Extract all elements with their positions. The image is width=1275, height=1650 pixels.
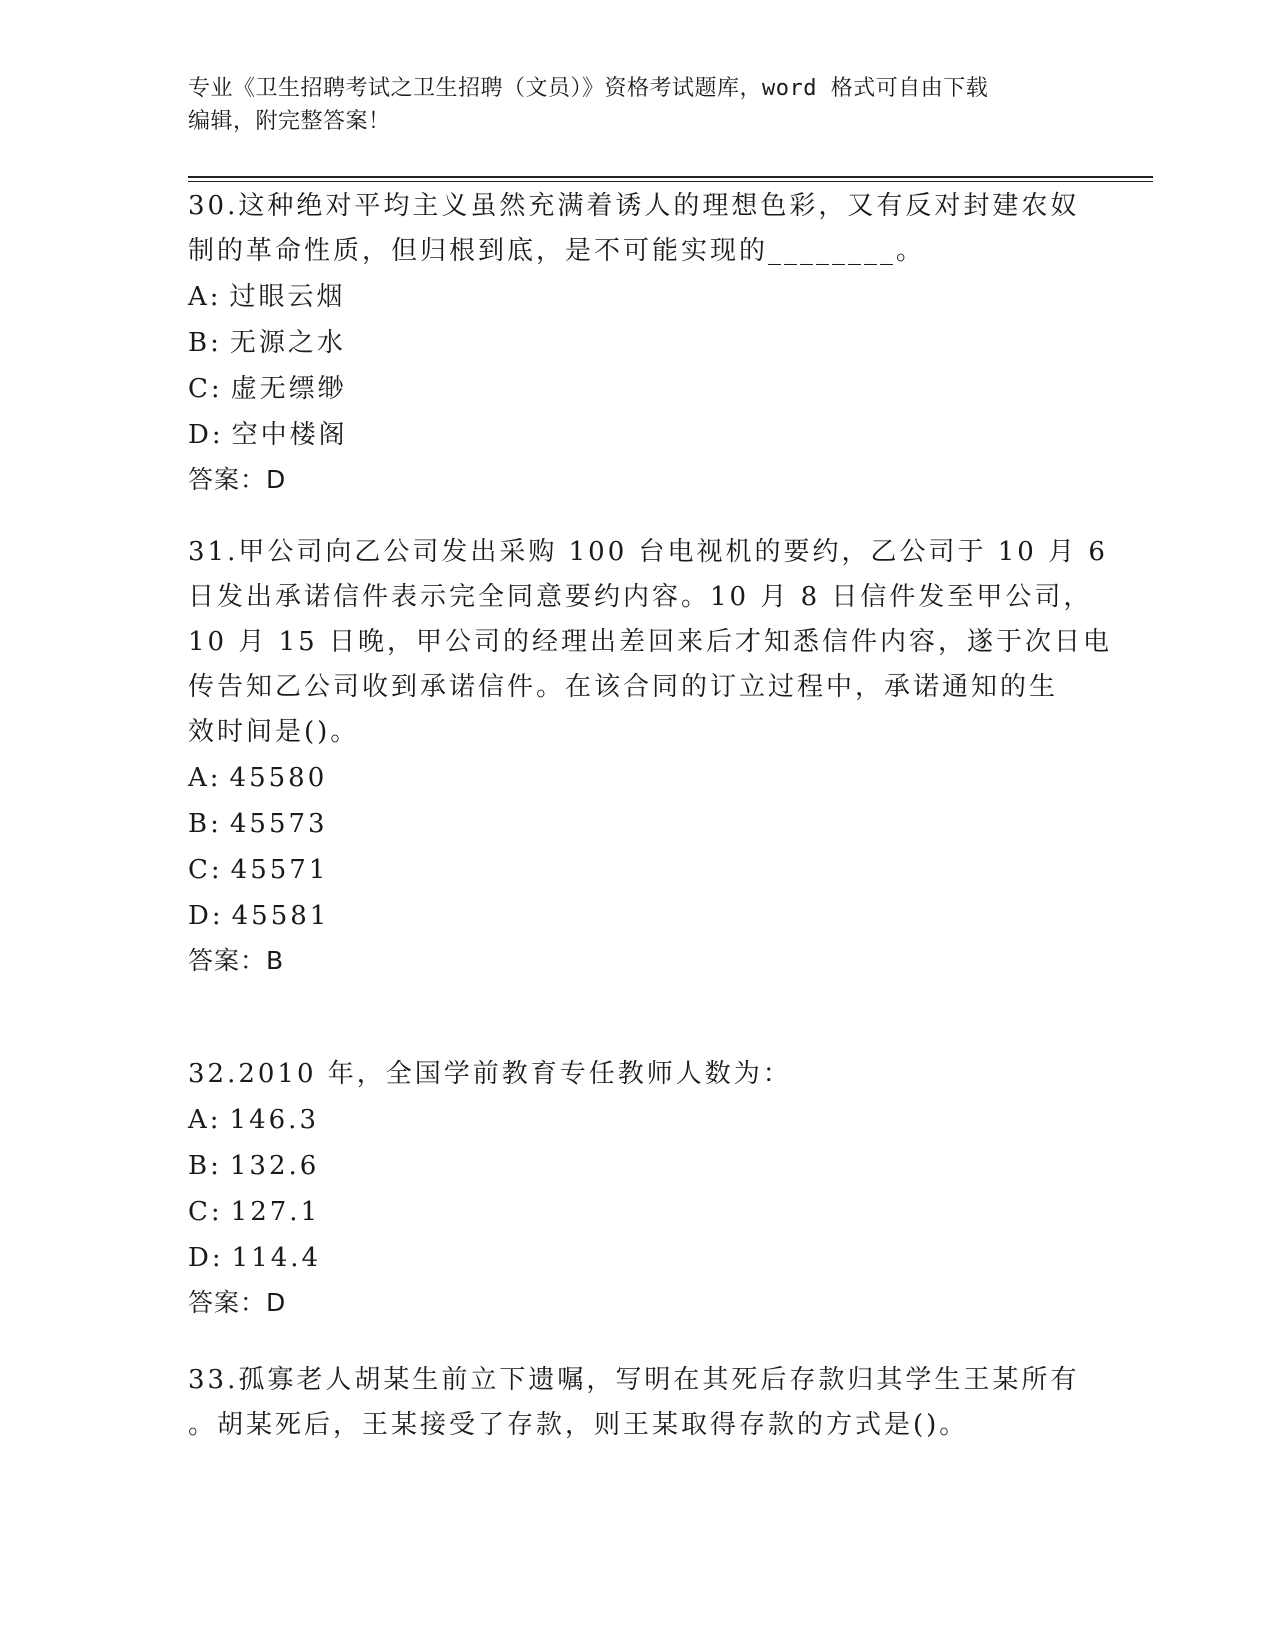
header-line-1: 专业《卫生招聘考试之卫生招聘（文员）》资格考试题库，word 格式可自由下载 <box>188 76 989 101</box>
header-divider-thick <box>188 176 1153 178</box>
option-text: 146.3 <box>229 1105 319 1135</box>
option-letter: D <box>188 1243 212 1273</box>
option-separator: : <box>211 1243 224 1273</box>
option-c <box>188 1189 1088 1235</box>
question-line: 传告知乙公司收到承诺信件。在该合同的订立过程中，承诺通知的生 <box>188 672 1059 702</box>
question-line: 。胡某死后，王某接受了存款，则王某取得存款的方式是()。 <box>188 1410 969 1440</box>
option-letter: D <box>188 901 212 931</box>
question-line: 效时间是()。 <box>188 717 360 747</box>
option-d <box>188 412 1088 458</box>
option-letter: A <box>188 282 210 312</box>
option-d <box>188 893 1088 939</box>
question-text <box>188 530 1112 755</box>
option-letter: B <box>188 328 211 358</box>
option-separator: : <box>210 855 223 885</box>
option-c <box>188 847 1088 893</box>
option-separator: : <box>209 282 222 312</box>
header-divider-thin <box>188 181 1153 182</box>
option-text: 45571 <box>230 855 329 885</box>
question-30 <box>188 184 1088 502</box>
option-letter: B <box>188 809 211 839</box>
option-b <box>188 1143 1088 1189</box>
option-separator: : <box>210 374 223 404</box>
option-separator: : <box>210 328 222 358</box>
option-b <box>188 801 1088 847</box>
option-text: 过眼云烟 <box>229 282 346 312</box>
question-line: 32.2010 年，全国学前教育专任教师人数为： <box>188 1059 792 1089</box>
option-text: 45573 <box>229 809 328 839</box>
question-line: 10 月 15 日晚，甲公司的经理出差回来后才知悉信件内容，遂于次日电 <box>188 627 1112 657</box>
option-b <box>188 320 1088 366</box>
question-line: 30.这种绝对平均主义虽然充满着诱人的理想色彩，又有反对封建农奴 <box>188 191 1080 221</box>
question-line: 33.孤寡老人胡某生前立下遗嘱，写明在其死后存款归其学生王某所有 <box>188 1365 1080 1395</box>
question-text <box>188 184 1088 274</box>
option-text: 132.6 <box>229 1151 320 1181</box>
option-separator: : <box>210 1151 222 1181</box>
answer-line: 答案：D <box>188 1288 287 1317</box>
option-a <box>188 755 1088 801</box>
option-text: 无源之水 <box>229 328 346 358</box>
option-letter: A <box>188 763 210 793</box>
option-letter: A <box>188 1105 210 1135</box>
option-text: 虚无缥缈 <box>230 374 347 404</box>
question-32 <box>188 1052 1088 1325</box>
option-text: 空中楼阁 <box>231 420 348 450</box>
option-a <box>188 1097 1088 1143</box>
option-separator: : <box>209 763 222 793</box>
header-line-2: 编辑，附完整答案！ <box>188 109 391 134</box>
option-c <box>188 366 1088 412</box>
question-line: 31.甲公司向乙公司发出采购 100 台电视机的要约，乙公司于 10 月 6 <box>188 537 1108 567</box>
question-line: 日发出承诺信件表示完全同意要约内容。10 月 8 日信件发至甲公司， <box>188 582 1093 612</box>
option-letter: C <box>188 1197 211 1227</box>
question-text <box>188 1358 1088 1448</box>
question-33 <box>188 1358 1088 1448</box>
option-letter: C <box>188 374 211 404</box>
option-letter: C <box>188 855 211 885</box>
option-text: 114.4 <box>231 1243 322 1273</box>
option-text: 45581 <box>231 901 330 931</box>
option-separator: : <box>211 420 224 450</box>
option-text: 127.1 <box>230 1197 321 1227</box>
option-d <box>188 1235 1088 1281</box>
document-header <box>188 72 1088 138</box>
option-a <box>188 274 1088 320</box>
question-text <box>188 1052 1088 1097</box>
question-31 <box>188 530 1112 983</box>
option-text: 45580 <box>229 763 328 793</box>
option-letter: D <box>188 420 212 450</box>
option-separator: : <box>211 901 224 931</box>
option-separator: : <box>210 809 222 839</box>
answer-line: 答案：D <box>188 465 287 494</box>
option-separator: : <box>209 1105 222 1135</box>
option-letter: B <box>188 1151 211 1181</box>
option-separator: : <box>210 1197 223 1227</box>
question-line: 制的革命性质，但归根到底，是不可能实现的________。 <box>188 236 926 266</box>
answer-line: 答案：B <box>188 946 285 975</box>
